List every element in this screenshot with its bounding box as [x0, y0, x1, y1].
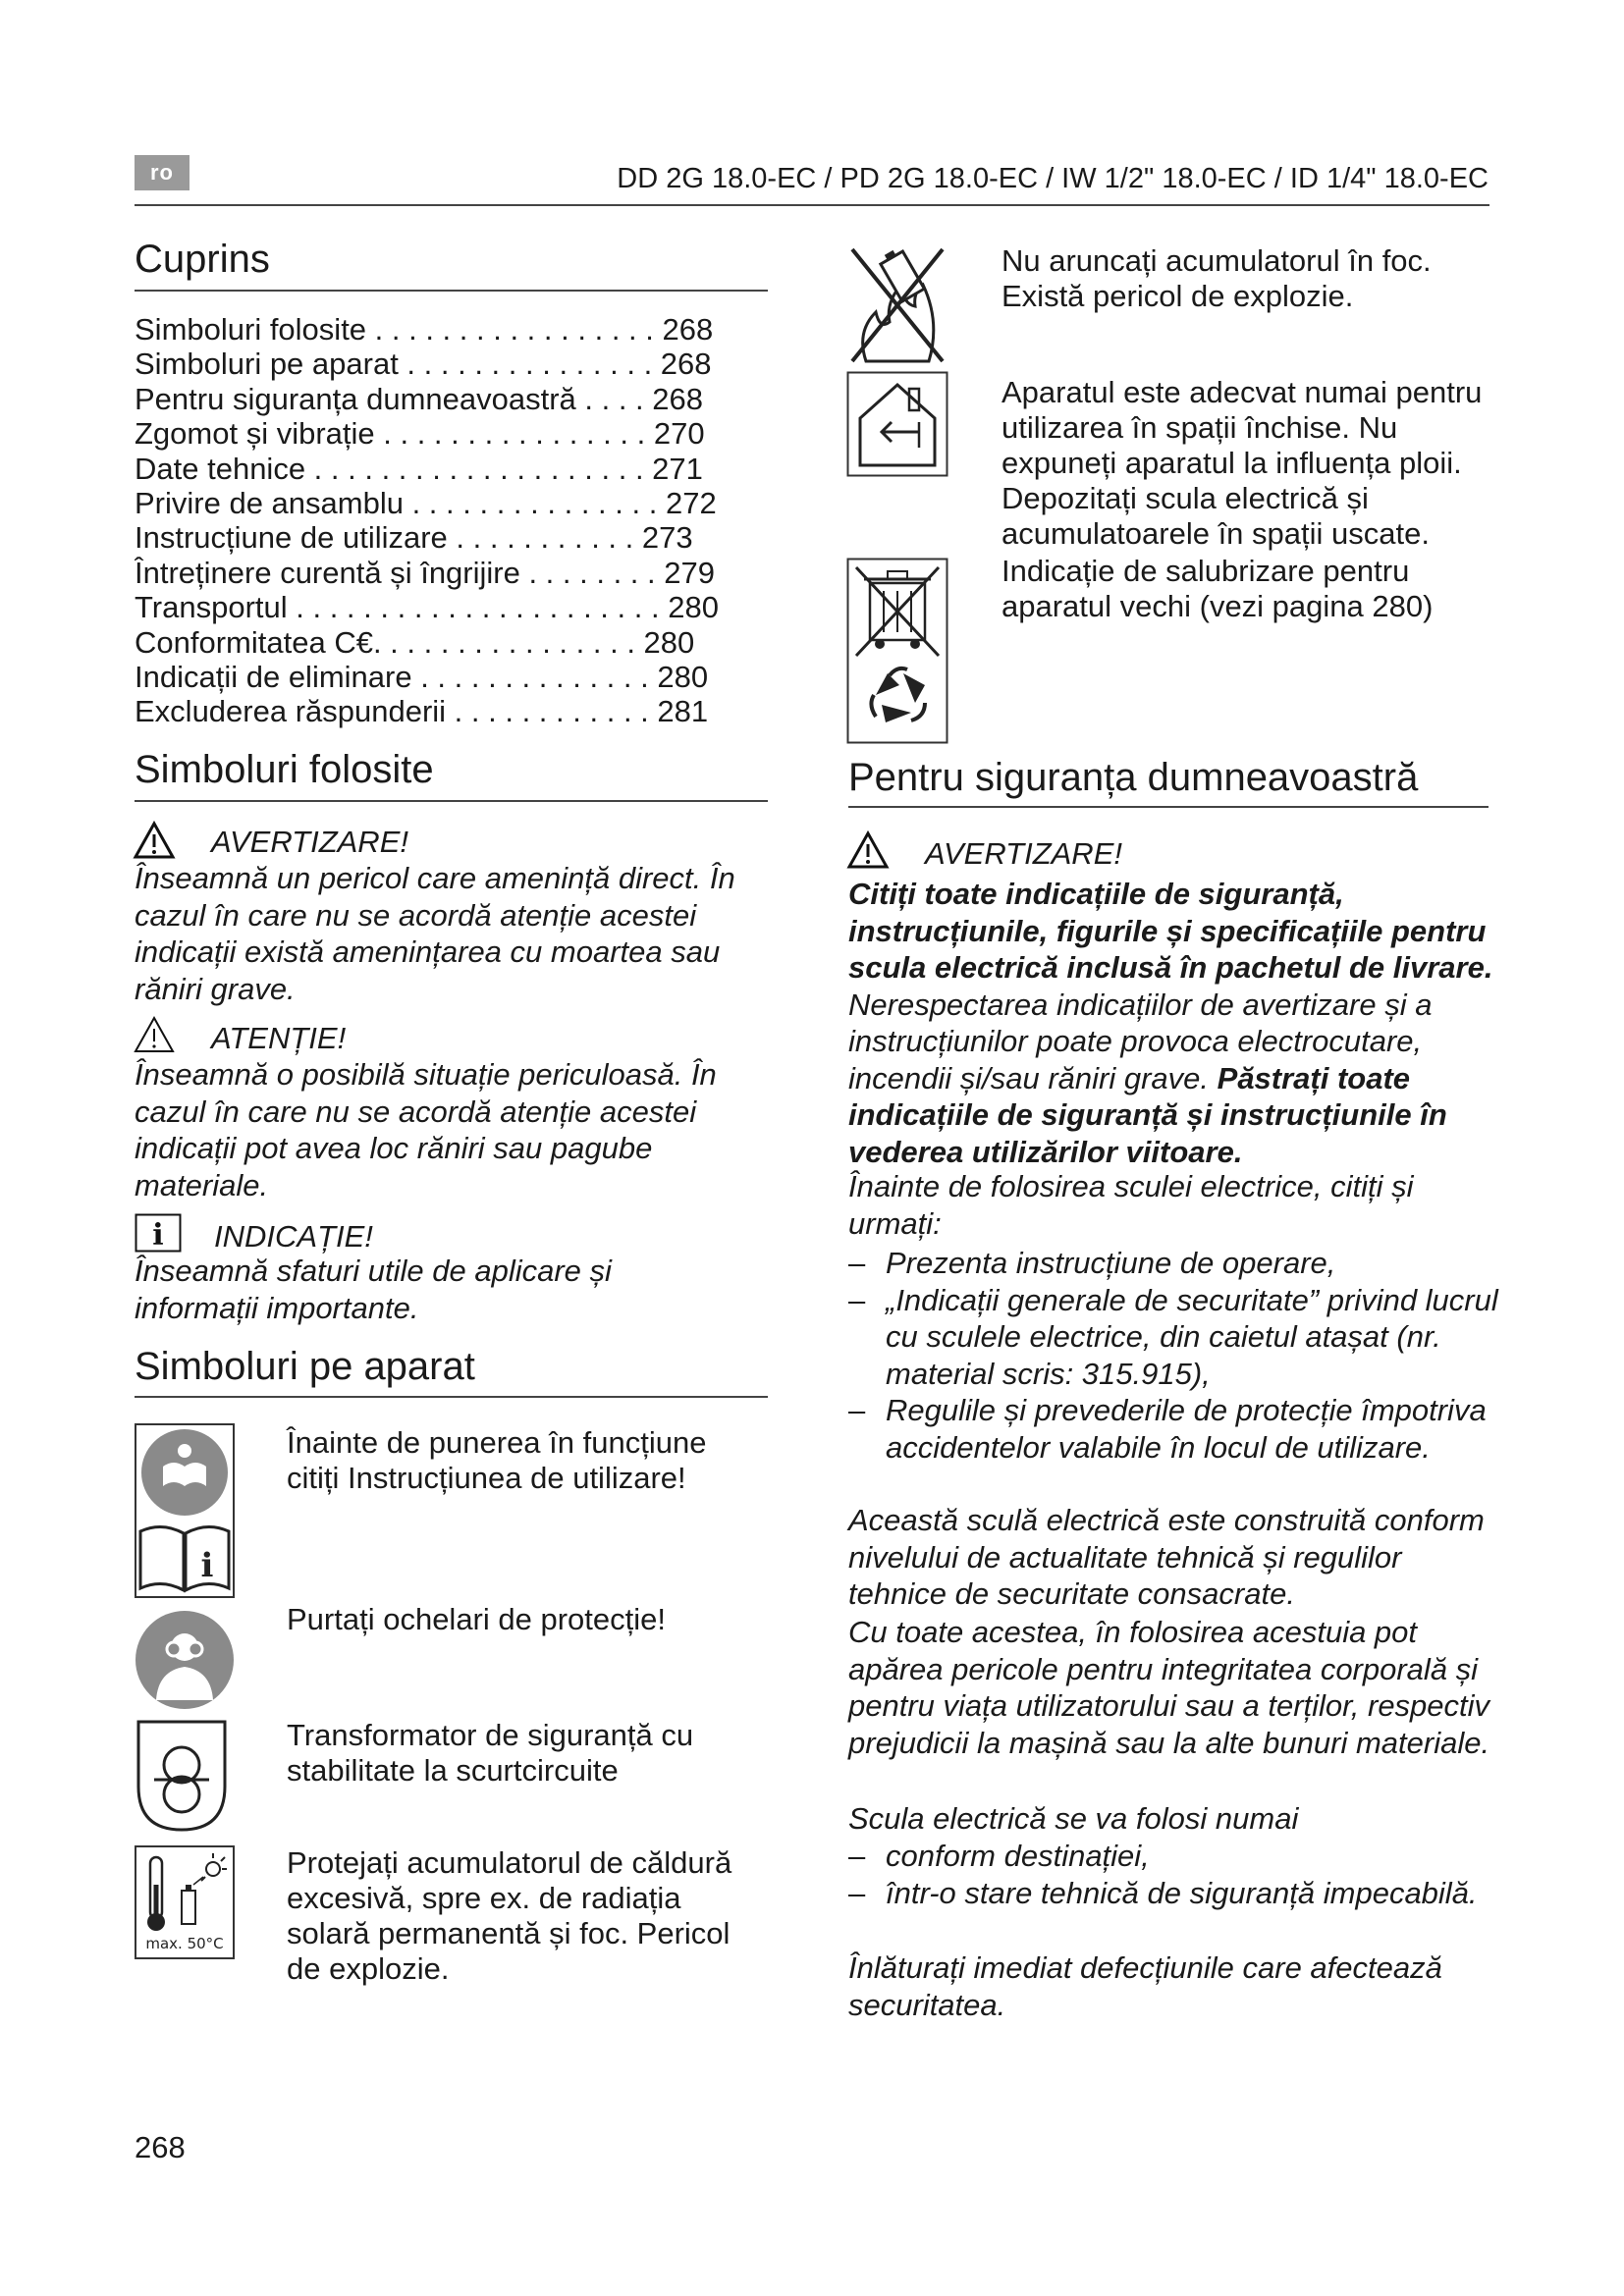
read-manual-icon — [135, 1423, 235, 1598]
battery-heat-text: Protejați acumulatorul de căldură excesivă, spre ex. de radiația solară permanentă și foc. Pericol de explozie. — [287, 1845, 732, 1986]
symbols-used-title: Simboluri folosite — [135, 748, 434, 791]
safety-goggles-icon — [135, 1610, 235, 1710]
no-fire-battery-icon — [846, 243, 948, 367]
header-rule — [135, 204, 1489, 206]
no-fire-battery-text: Nu aruncați acumulatorul în foc. Există pericol de explozie. — [1001, 243, 1432, 313]
indoor-use-text: Aparatul este adecvat numai pentru utilizarea în spații închise. Nu expuneți aparatul la influența ploii. Depozitați scula electrică și acumulatoarele în spații uscate. — [1001, 375, 1483, 551]
safety-transformer-text: Transformator de siguranță cu stabilitate la scurtcircuite — [287, 1718, 694, 1788]
note-text: Înseamnă sfaturi utile de aplicare și informații importante. — [135, 1254, 612, 1325]
warning-text: Înseamnă un pericol care amenință direct. În cazul în care nu se acordă atenție acestei indicații există amenințarea cu moartea sau răniri grave. — [135, 861, 735, 1006]
list-item: – Regulile și prevederile de protecție împotriva accidentelor valabile în locul de utilizare. — [848, 1392, 1498, 1466]
read-manual-text: Înainte de punerea în funcțiune citiți Instrucțiunea de utilizare! — [287, 1425, 707, 1495]
svg-text:i: i — [200, 1546, 214, 1585]
list-item: – Prezenta instrucțiune de operare, — [848, 1245, 1498, 1282]
safety-list-1 — [848, 1245, 1498, 1466]
safety-paragraph-2: Înainte de folosirea sculei electrice, citiți și urmați: — [848, 1169, 1414, 1241]
safety-p1-bold-2: Păstrați toate indicațiile de siguranță și instrucțiunile în vederea utilizărilor viitoare. — [848, 1060, 1447, 1169]
toc-title-rule — [135, 290, 768, 292]
page-number: 268 — [135, 2130, 186, 2164]
toc-entry[interactable]: Simboluri pe aparat . . . . . . . . . . . . . . . 268 — [135, 347, 712, 382]
safety-goggles-text: Purtați ochelari de protecție! — [287, 1602, 666, 1636]
toc-entry[interactable]: Privire de ansamblu . . . . . . . . . . . . . . . 272 — [135, 485, 717, 520]
toc-entry[interactable]: Întreținere curentă și îngrijire . . . . . . . . 279 — [135, 555, 715, 590]
warning-label: AVERTIZARE! — [211, 825, 408, 859]
safety-transformer-icon — [135, 1718, 229, 1834]
safety-warning-label: AVERTIZARE! — [925, 836, 1122, 871]
battery-heat-label: max. 50°C — [145, 1935, 224, 1952]
safety-paragraph-1 — [848, 876, 1498, 1170]
safety-paragraph-4: Cu toate acestea, în folosirea acestuia pot apărea pericole pentru integritatea corporală și pentru viața utilizatorului sau a terților, respectiv prejudicii la mașină sau la alte bunuri materiale. — [848, 1615, 1490, 1760]
caution-label: ATENȚIE! — [211, 1021, 347, 1055]
toc-entry[interactable]: Conformitatea C€. . . . . . . . . . . . . . . . 280 — [135, 624, 695, 660]
toc-entry[interactable]: Excluderea răspunderii . . . . . . . . . . . . 281 — [135, 694, 709, 729]
toc-entry[interactable]: Instrucțiune de utilizare . . . . . . . . . . . 273 — [135, 520, 693, 556]
indoor-use-icon — [846, 371, 948, 477]
symbols-used-rule — [135, 800, 768, 802]
toc-title: Cuprins — [135, 238, 270, 281]
symbols-device-title: Simboluri pe aparat — [135, 1345, 475, 1388]
list-item: – „Indicații generale de securitate” privind lucrul cu sculele electrice, din caietul atașat (nr. material scris: 315.915), — [848, 1282, 1498, 1393]
toc-list — [135, 312, 763, 729]
caution-icon — [133, 1015, 176, 1054]
language-badge: ro — [135, 155, 189, 190]
symbols-device-rule — [135, 1396, 768, 1398]
safety-paragraph-6: Înlăturați imediat defecțiunile care afectează securitatea. — [848, 1950, 1442, 2022]
list-item: – într-o stare tehnică de siguranță impecabilă. — [848, 1875, 1498, 1912]
safety-p1-bold: Citiți toate indicațiile de siguranță, instrucțiunile, figurile și specificațiile pentru scula electrică inclusă în pachetul de livrare. — [848, 877, 1493, 985]
svg-text:i: i — [152, 1218, 164, 1253]
toc-entry[interactable]: Date tehnice . . . . . . . . . . . . . . . . . . . . 271 — [135, 451, 703, 486]
toc-entry[interactable]: Pentru siguranța dumneavoastră . . . . 268 — [135, 381, 704, 416]
list-item: – conform destinației, — [848, 1838, 1498, 1875]
safety-paragraph-5: Scula electrică se va folosi numai — [848, 1801, 1299, 1836]
warning-icon — [133, 821, 176, 860]
model-line: DD 2G 18.0-EC / PD 2G 18.0-EC / IW 1/2" 18.0-EC / ID 1/4" 18.0-EC — [617, 163, 1489, 194]
toc-entry[interactable]: Indicații de eliminare . . . . . . . . . . . . . . 280 — [135, 659, 709, 694]
safety-list-2 — [848, 1838, 1498, 1911]
safety-p1-normal: Nerespectarea indicațiilor de avertizare și a instrucțiunilor poate provoca electrocutare, incendii și/sau răniri grave. — [848, 987, 1433, 1095]
note-label: INDICAȚIE! — [214, 1219, 373, 1254]
battery-heat-icon — [135, 1845, 235, 1959]
safety-title-rule — [848, 806, 1489, 808]
toc-entry[interactable]: Simboluri folosite . . . . . . . . . . . . . . . . . 268 — [135, 312, 714, 347]
disposal-recycle-text: Indicație de salubrizare pentru aparatul vechi (vezi pagina 280) — [1001, 554, 1434, 623]
safety-paragraph-3: Această sculă electrică este construită conform nivelului de actualitate tehnică și regulilor tehnice de securitate consacrate. — [848, 1503, 1485, 1611]
info-icon — [135, 1213, 182, 1253]
disposal-recycle-icon — [846, 558, 948, 744]
toc-entry[interactable]: Zgomot și vibrație . . . . . . . . . . . . . . . . 270 — [135, 416, 705, 452]
toc-entry[interactable]: Transportul . . . . . . . . . . . . . . . . . . . . . . 280 — [135, 590, 719, 625]
safety-title: Pentru siguranța dumneavoastră — [848, 756, 1419, 799]
caution-text: Înseamnă o posibilă situație periculoasă. În cazul în care nu se acordă atenție acestei indicații pot avea loc răniri sau pagube materiale. — [135, 1057, 717, 1202]
safety-warning-icon — [846, 830, 890, 870]
